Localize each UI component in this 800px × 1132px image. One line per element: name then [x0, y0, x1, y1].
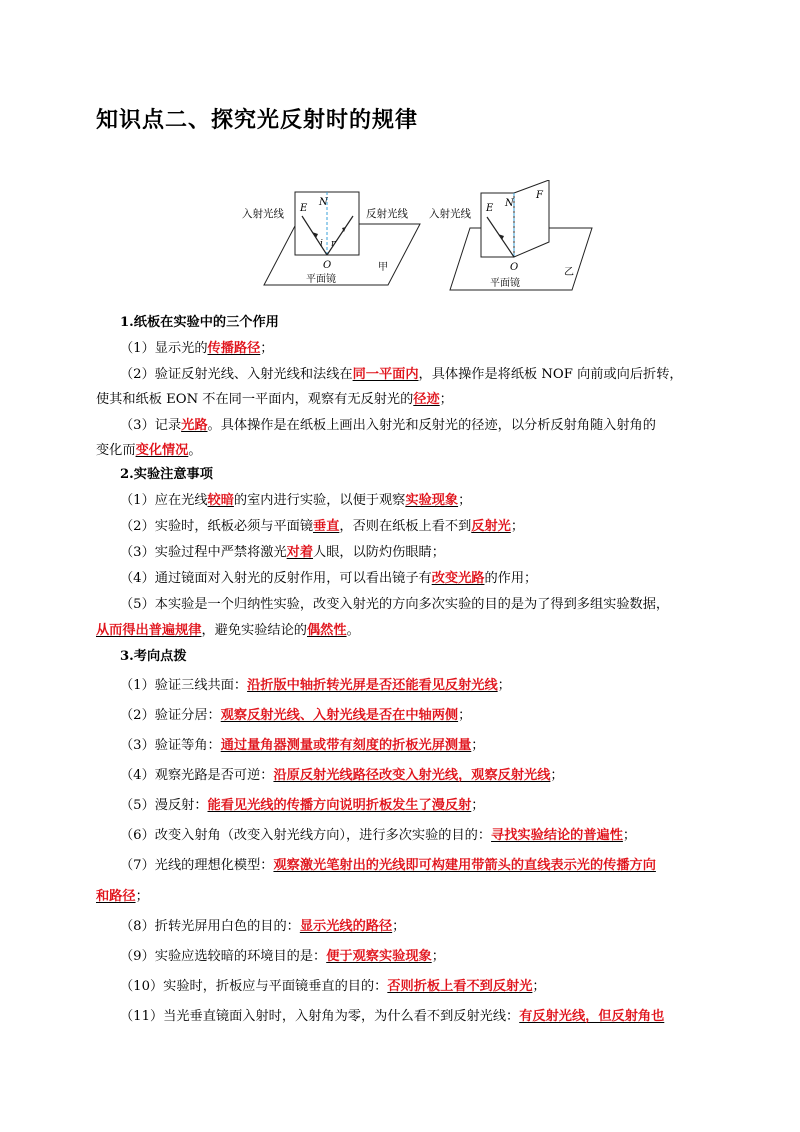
- text: （3）记录: [120, 418, 182, 433]
- text: ；: [431, 949, 445, 964]
- answer: 通过量角器测量或带有刻度的折板光屏测量: [220, 738, 472, 753]
- label-r-left: r: [331, 239, 336, 249]
- text: ；: [458, 708, 472, 723]
- text: ，具体操作是将纸板 NOF 向前或向后折转，: [418, 367, 683, 382]
- answer: 对着: [286, 545, 314, 560]
- answer: 较暗: [207, 493, 234, 508]
- answer: 便于观察实验现象: [326, 949, 432, 964]
- answer: 光路: [181, 418, 208, 433]
- text: 的室内进行实验，以便于观察: [233, 493, 406, 508]
- text: ；: [550, 768, 564, 783]
- s3-line-9: [96, 917, 735, 937]
- s2-line-5: [96, 595, 735, 615]
- label-N-right: N: [505, 198, 514, 209]
- text: 人眼，以防灼伤眼睛；: [313, 545, 445, 560]
- s2-line-3: [96, 543, 735, 563]
- answer: 和路径: [96, 889, 136, 904]
- label-incident-left: 入射光线: [242, 208, 284, 220]
- reflection-experiment-figure: [236, 180, 596, 305]
- text: ；: [135, 889, 149, 904]
- text: ；: [497, 678, 511, 693]
- answer: 径迹: [413, 392, 440, 407]
- text: 。具体操作是在纸板上画出入射光和反射光的径迹，以分析反射角随入射角的: [207, 418, 656, 433]
- label-O-left: O: [323, 260, 332, 271]
- s3-line-4: [96, 766, 735, 786]
- s3-line-8: [96, 887, 711, 907]
- section-2-heading: 2.实验注意事项: [120, 467, 213, 482]
- answer: 偶然性: [307, 623, 347, 638]
- answer: 观察激光笔射出的光线即可构建用带箭头的直线表示光的传播方向: [273, 858, 656, 873]
- label-E-left: E: [300, 203, 308, 214]
- s3-line-11: [96, 977, 735, 997]
- s1-line-5: [96, 441, 711, 461]
- text: （8）折转光屏用白色的目的：: [120, 919, 300, 934]
- text: （7）光线的理想化模型：: [120, 858, 274, 873]
- s3-line-2: [96, 706, 735, 726]
- s1-line-3: [96, 390, 711, 410]
- text: ；: [510, 519, 525, 534]
- text: ；: [471, 798, 485, 813]
- answer: 变化情况: [135, 443, 189, 458]
- text: （1）应在光线: [120, 493, 208, 508]
- answer: 同一平面内: [352, 367, 419, 382]
- answer: 能看见光线的传播方向说明折板发生了漫反射: [207, 798, 472, 813]
- text: （1）验证三线共面：: [120, 678, 248, 693]
- s3-line-10: [96, 947, 735, 967]
- section-3-heading: 3.考向点拨: [120, 649, 187, 664]
- figure-jia: [242, 192, 420, 285]
- s3-line-7: [96, 856, 735, 876]
- text: （2）验证反射光线、入射光线和法线在: [120, 367, 353, 382]
- label-i-left: i: [320, 239, 323, 249]
- s1-line-1: [96, 339, 735, 359]
- label-O-right: O: [510, 262, 519, 273]
- s2-line-2: [96, 517, 735, 537]
- text: ，否则在纸板上看不到: [339, 519, 472, 534]
- answer: 传播路径: [207, 341, 261, 356]
- answer: 显示光线的路径: [299, 919, 393, 934]
- s2-line-6: [96, 621, 711, 641]
- text: （4）观察光路是否可逆：: [120, 768, 274, 783]
- answer: 寻找实验结论的普遍性: [491, 828, 623, 843]
- paper-board-right-nof: [514, 180, 549, 257]
- text: （5）本实验是一个归纳性实验，改变入射光的方向多次实验的目的是为了得到多组实验数据，: [120, 597, 670, 612]
- text: （3）实验过程中严禁将激光: [120, 545, 287, 560]
- s1-line-4: [96, 416, 735, 436]
- label-mirror-right: 平面镜: [490, 278, 520, 289]
- s3-line-5: [96, 796, 735, 816]
- text: 的作用；: [484, 571, 538, 586]
- text: ；: [532, 979, 546, 994]
- section-1-heading: 1.纸板在实验中的三个作用: [120, 315, 279, 330]
- text: 使其和纸板 EON 不在同一平面内，观察有无反射光的: [96, 392, 414, 407]
- s3-line-3: [96, 736, 735, 756]
- text: ；: [458, 493, 472, 508]
- label-reflected-left: 反射光线: [366, 208, 408, 220]
- answer: 观察反射光线、入射光线是否在中轴两侧: [220, 708, 459, 723]
- label-incident-right: 入射光线: [429, 208, 471, 220]
- s2-line-1: [96, 491, 735, 511]
- text: ，避免实验结论的: [201, 623, 307, 638]
- text: ；: [260, 341, 274, 356]
- text: （11）当光垂直镜面入射时，入射角为零，为什么看不到反射光线：: [120, 1009, 520, 1024]
- label-mirror-left: 平面镜: [306, 274, 336, 285]
- answer: 沿折版中轴折转光屏是否还能看见反射光线: [247, 678, 498, 693]
- s3-line-6: [96, 826, 735, 846]
- section-title: 知识点二、探究光反射时的规律: [96, 108, 419, 133]
- text: （2）实验时，纸板必须与平面镜: [120, 519, 314, 534]
- answer: 有反射光线，但反射角也: [519, 1009, 665, 1024]
- text: （6）改变入射角（改变入射光线方向），进行多次实验的目的：: [120, 828, 492, 843]
- answer: 实验现象: [405, 493, 459, 508]
- text: 。: [346, 623, 360, 638]
- text: （10）实验时，折板应与平面镜垂直的目的：: [120, 979, 388, 994]
- text: （2）验证分居：: [120, 708, 221, 723]
- label-tag-yi: 乙: [564, 267, 574, 278]
- answer: 垂直: [313, 519, 340, 534]
- s2-line-4: [96, 569, 735, 589]
- label-E-right: E: [486, 203, 494, 214]
- text: ；: [622, 828, 637, 843]
- text: ；: [392, 919, 406, 934]
- s1-line-2: [96, 365, 735, 385]
- answer: 沿原反射光线路径改变入射光线，观察反射光线: [273, 768, 551, 783]
- text: （4）通过镜面对入射光的反射作用，可以看出镜子有: [120, 571, 432, 586]
- text: （1）显示光的: [120, 341, 208, 356]
- answer: 反射光: [471, 519, 511, 534]
- text: （5）漫反射：: [120, 798, 208, 813]
- figure-yi: [429, 180, 592, 290]
- text: ；: [471, 738, 485, 753]
- text: （9）实验应选较暗的环境目的是：: [120, 949, 327, 964]
- s3-line-1: [96, 676, 735, 696]
- answer: 从而得出普遍规律: [96, 623, 202, 638]
- label-N-left: N: [319, 197, 328, 208]
- text: 。: [188, 443, 202, 458]
- text: （3）验证等角：: [120, 738, 221, 753]
- answer: 否则折板上看不到反射光: [387, 979, 533, 994]
- text: 变化而: [96, 443, 136, 458]
- answer: 改变光路: [431, 571, 485, 586]
- label-tag-jia: 甲: [378, 262, 388, 273]
- s3-line-12: [96, 1007, 735, 1027]
- label-F-right: F: [536, 190, 543, 201]
- text: ；: [439, 392, 453, 407]
